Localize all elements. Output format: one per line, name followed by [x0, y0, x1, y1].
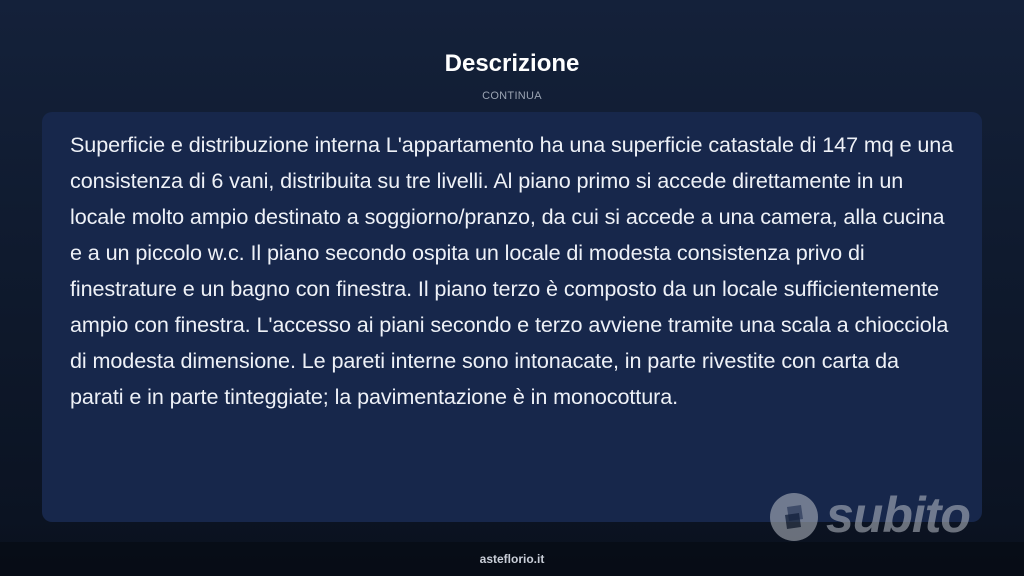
description-text: Superficie e distribuzione interna L'appartamento ha una superficie catastale di 147 mq e una consistenza di 6 vani, distribuita su tre livelli. Al piano primo si accede direttamente in un locale molto ampio destinato a soggiorno/pranzo, da cui si accede a una camera, alla cucina e a un piccolo w.c. Il piano secondo ospita un locale di modesta consistenza privo di finestrature e un bagno con finestra. Il piano terzo è composto da un locale sufficientemente ampio con finestra. L'accesso ai piani secondo e terzo avviene tramite una scala a chiocciola di modesta dimensione. Le pareti interne sono intonacate, in parte rivestite con carta da parati e in parte tinteggiate; la pavimentazione è in monocottura. — [70, 132, 954, 409]
watermark-brand: subito — [826, 487, 970, 543]
subito-logo-icon — [770, 493, 818, 541]
page-title: Descrizione — [444, 50, 580, 77]
subito-watermark — [770, 489, 980, 545]
footer-source: asteflorio.it — [479, 552, 545, 566]
continue-label[interactable]: CONTINUA — [482, 90, 542, 102]
description-card — [42, 112, 982, 522]
